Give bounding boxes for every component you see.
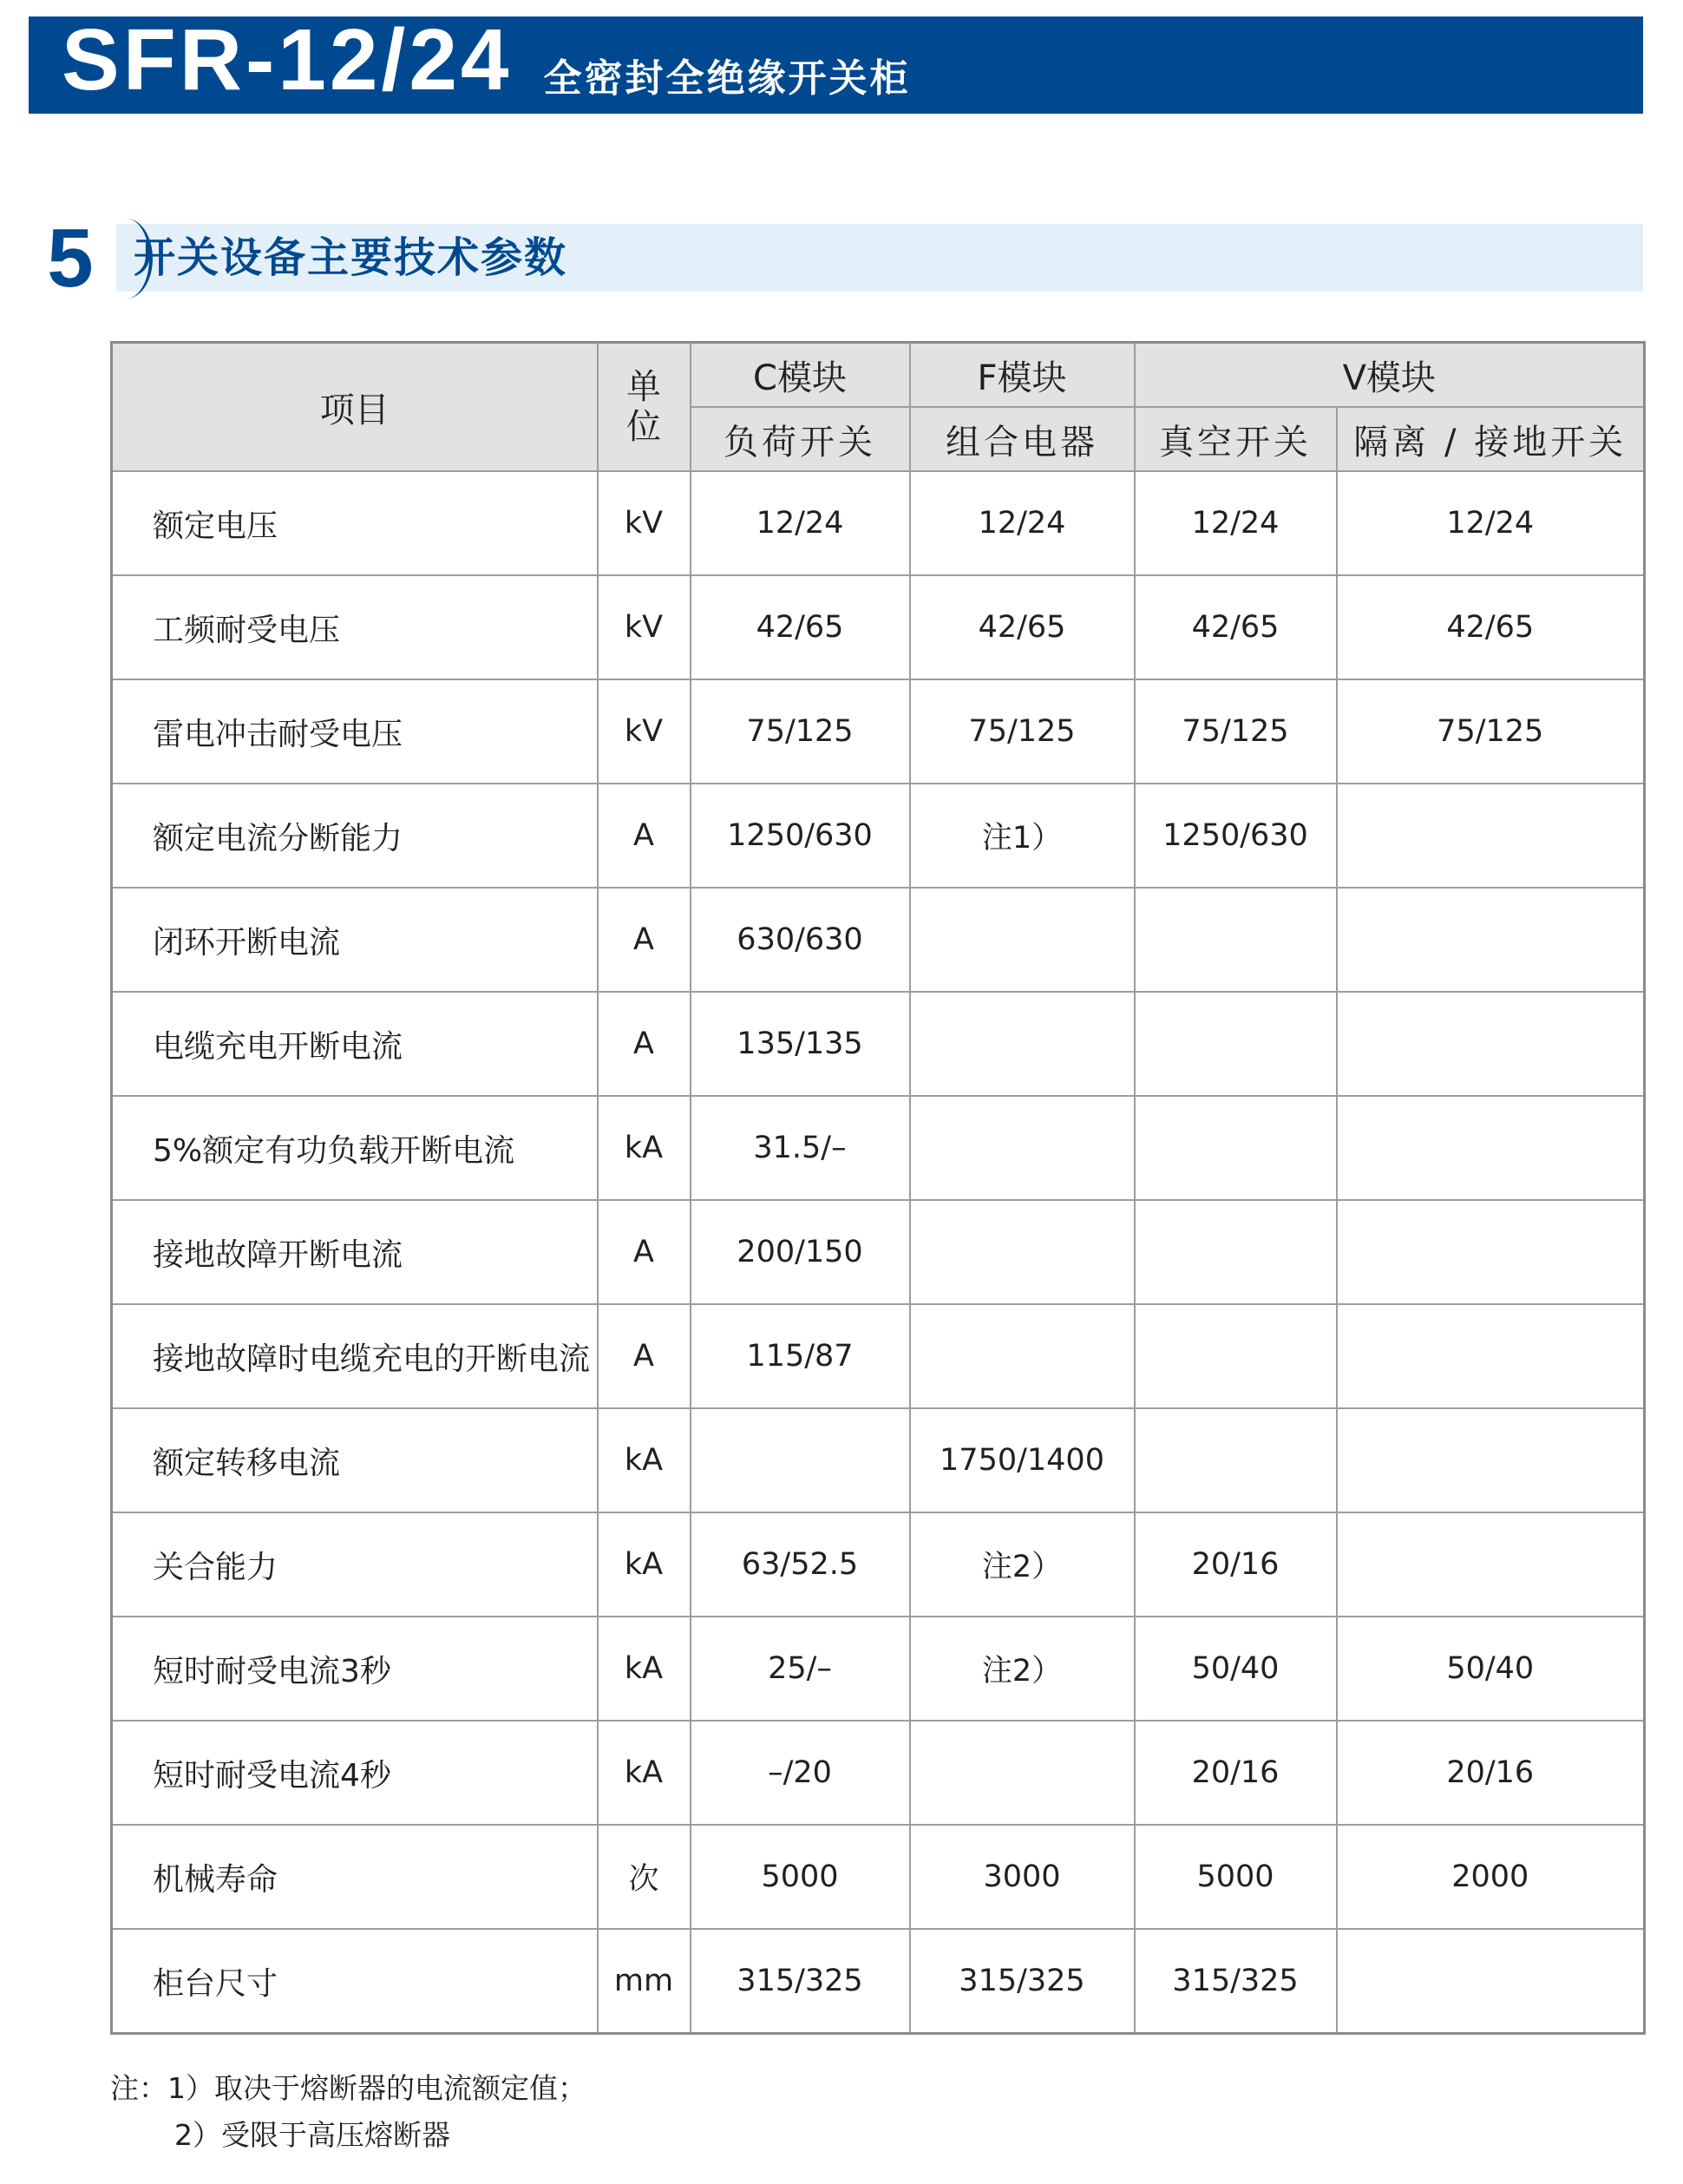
value-c-module: –/20 xyxy=(691,1721,910,1825)
value-vacuum-switch: 20/16 xyxy=(1135,1721,1337,1825)
param-unit: kV xyxy=(598,679,691,784)
value-f-module xyxy=(910,1304,1135,1408)
value-c-module: 1250/630 xyxy=(691,784,910,888)
param-unit: kV xyxy=(598,471,691,575)
value-isolating-switch: 2000 xyxy=(1337,1825,1645,1929)
value-f-module: 注1） xyxy=(910,784,1135,888)
value-c-module: 630/630 xyxy=(691,888,910,992)
spec-table xyxy=(110,341,1646,2035)
value-c-module: 135/135 xyxy=(691,992,910,1096)
footnotes xyxy=(110,2065,586,2159)
table-row xyxy=(112,1929,1645,2034)
value-f-module: 42/65 xyxy=(910,575,1135,679)
table-row xyxy=(112,575,1645,679)
value-c-module: 31.5/– xyxy=(691,1096,910,1200)
header-sub-combination: 组合电器 xyxy=(910,407,1135,471)
param-name: 5%额定有功负载开断电流 xyxy=(112,1096,598,1200)
table-row xyxy=(112,471,1645,575)
value-isolating-switch: 12/24 xyxy=(1337,471,1645,575)
param-unit: 次 xyxy=(598,1825,691,1929)
table-row xyxy=(112,1304,1645,1408)
value-isolating-switch: 42/65 xyxy=(1337,575,1645,679)
value-f-module: 3000 xyxy=(910,1825,1135,1929)
param-unit: kA xyxy=(598,1721,691,1825)
value-c-module: 25/– xyxy=(691,1617,910,1721)
param-name: 额定电压 xyxy=(112,471,598,575)
table-row xyxy=(112,992,1645,1096)
value-isolating-switch xyxy=(1337,1200,1645,1304)
header-sub-isolating-switch: 隔离 / 接地开关 xyxy=(1337,407,1645,471)
table-row xyxy=(112,888,1645,992)
value-vacuum-switch xyxy=(1135,992,1337,1096)
header-module-f: F模块 xyxy=(910,343,1135,408)
value-f-module: 注2） xyxy=(910,1512,1135,1617)
param-name: 短时耐受电流3秒 xyxy=(112,1617,598,1721)
value-c-module: 5000 xyxy=(691,1825,910,1929)
value-isolating-switch xyxy=(1337,1096,1645,1200)
header-module-v: V模块 xyxy=(1135,343,1645,408)
param-name: 额定电流分断能力 xyxy=(112,784,598,888)
value-vacuum-switch: 12/24 xyxy=(1135,471,1337,575)
value-isolating-switch xyxy=(1337,1408,1645,1512)
section-number: 5 xyxy=(47,212,94,305)
value-vacuum-switch xyxy=(1135,1408,1337,1512)
table-row xyxy=(112,1408,1645,1512)
param-unit: A xyxy=(598,784,691,888)
value-f-module: 75/125 xyxy=(910,679,1135,784)
value-c-module: 42/65 xyxy=(691,575,910,679)
value-vacuum-switch xyxy=(1135,1200,1337,1304)
model-name: SFR-12/24 xyxy=(62,11,513,108)
value-c-module: 12/24 xyxy=(691,471,910,575)
param-name: 雷电冲击耐受电压 xyxy=(112,679,598,784)
value-vacuum-switch: 42/65 xyxy=(1135,575,1337,679)
param-name: 柜台尺寸 xyxy=(112,1929,598,2034)
param-unit: A xyxy=(598,1304,691,1408)
value-vacuum-switch xyxy=(1135,1304,1337,1408)
value-vacuum-switch: 20/16 xyxy=(1135,1512,1337,1617)
table-row xyxy=(112,1617,1645,1721)
param-unit: kA xyxy=(598,1512,691,1617)
value-vacuum-switch xyxy=(1135,888,1337,992)
value-isolating-switch: 20/16 xyxy=(1337,1721,1645,1825)
value-c-module: 75/125 xyxy=(691,679,910,784)
value-vacuum-switch: 50/40 xyxy=(1135,1617,1337,1721)
value-f-module: 315/325 xyxy=(910,1929,1135,2034)
value-c-module: 63/52.5 xyxy=(691,1512,910,1617)
value-f-module xyxy=(910,992,1135,1096)
header-sub-vacuum-switch: 真空开关 xyxy=(1135,407,1337,471)
param-unit: mm xyxy=(598,1929,691,2034)
param-name: 工频耐受电压 xyxy=(112,575,598,679)
table-row xyxy=(112,679,1645,784)
param-name: 机械寿命 xyxy=(112,1825,598,1929)
header-module-c: C模块 xyxy=(691,343,910,408)
param-unit: A xyxy=(598,888,691,992)
param-unit: kA xyxy=(598,1617,691,1721)
header-unit: 单 位 xyxy=(598,343,691,472)
param-name: 接地故障时电缆充电的开断电流 xyxy=(112,1304,598,1408)
param-unit: kA xyxy=(598,1408,691,1512)
header-sub-load-switch: 负荷开关 xyxy=(691,407,910,471)
value-f-module xyxy=(910,888,1135,992)
param-unit: A xyxy=(598,992,691,1096)
header-item: 项目 xyxy=(112,343,598,472)
param-unit: kV xyxy=(598,575,691,679)
value-f-module: 1750/1400 xyxy=(910,1408,1135,1512)
value-f-module xyxy=(910,1096,1135,1200)
title-banner xyxy=(29,11,1643,114)
value-c-module: 115/87 xyxy=(691,1304,910,1408)
value-isolating-switch xyxy=(1337,1929,1645,2034)
value-isolating-switch xyxy=(1337,1304,1645,1408)
value-f-module: 注2） xyxy=(910,1617,1135,1721)
value-c-module: 200/150 xyxy=(691,1200,910,1304)
value-isolating-switch: 50/40 xyxy=(1337,1617,1645,1721)
table-row xyxy=(112,1825,1645,1929)
param-unit: kA xyxy=(598,1096,691,1200)
value-c-module: 315/325 xyxy=(691,1929,910,2034)
section-header xyxy=(40,212,1643,305)
footnote-1: 注：1）取决于熔断器的电流额定值； xyxy=(110,2071,586,2105)
value-vacuum-switch: 1250/630 xyxy=(1135,784,1337,888)
section-title: 开关设备主要技术参数 xyxy=(134,233,568,282)
table-row xyxy=(112,1512,1645,1617)
param-name: 闭环开断电流 xyxy=(112,888,598,992)
value-c-module xyxy=(691,1408,910,1512)
value-isolating-switch xyxy=(1337,888,1645,992)
value-isolating-switch xyxy=(1337,992,1645,1096)
param-unit: A xyxy=(598,1200,691,1304)
table-row xyxy=(112,784,1645,888)
value-f-module xyxy=(910,1721,1135,1825)
table-row xyxy=(112,1096,1645,1200)
value-isolating-switch xyxy=(1337,784,1645,888)
table-row xyxy=(112,1721,1645,1825)
param-name: 关合能力 xyxy=(112,1512,598,1617)
value-vacuum-switch xyxy=(1135,1096,1337,1200)
value-isolating-switch: 75/125 xyxy=(1337,679,1645,784)
value-vacuum-switch: 75/125 xyxy=(1135,679,1337,784)
value-isolating-switch xyxy=(1337,1512,1645,1617)
value-vacuum-switch: 5000 xyxy=(1135,1825,1337,1929)
footnote-2: 2）受限于高压熔断器 xyxy=(174,2118,450,2152)
table-row xyxy=(112,1200,1645,1304)
value-f-module xyxy=(910,1200,1135,1304)
value-f-module: 12/24 xyxy=(910,471,1135,575)
value-vacuum-switch: 315/325 xyxy=(1135,1929,1337,2034)
param-name: 额定转移电流 xyxy=(112,1408,598,1512)
param-name: 短时耐受电流4秒 xyxy=(112,1721,598,1825)
param-name: 电缆充电开断电流 xyxy=(112,992,598,1096)
param-name: 接地故障开断电流 xyxy=(112,1200,598,1304)
product-subtitle: 全密封全绝缘开关柜 xyxy=(543,56,911,101)
